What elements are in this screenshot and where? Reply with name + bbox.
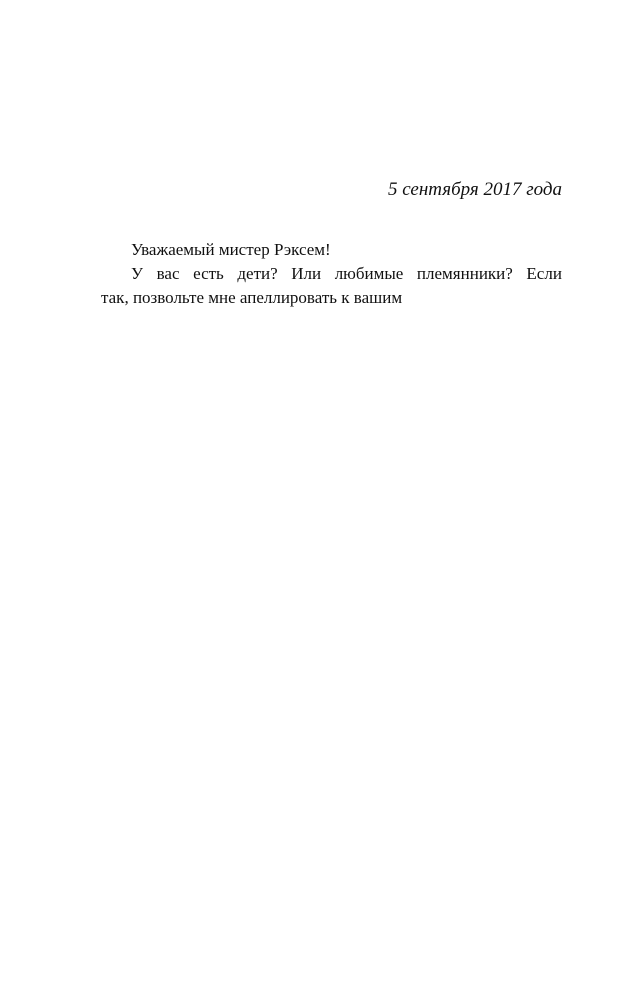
letter-body (101, 238, 562, 310)
word: У (131, 264, 144, 283)
word: племянники? (416, 264, 513, 283)
word: Если (526, 264, 562, 283)
body-line-1 (101, 262, 562, 286)
word: есть (193, 264, 224, 283)
word: дети? (237, 264, 278, 283)
salutation-line: Уважаемый мистер Рэксем! (131, 240, 331, 259)
word: Или (291, 264, 322, 283)
letter-date: 5 сентября 2017 года (388, 179, 562, 200)
word: вас (156, 264, 180, 283)
word: любимые (334, 264, 404, 283)
body-line-2: так, позвольте мне апеллировать к вашим (101, 288, 403, 307)
